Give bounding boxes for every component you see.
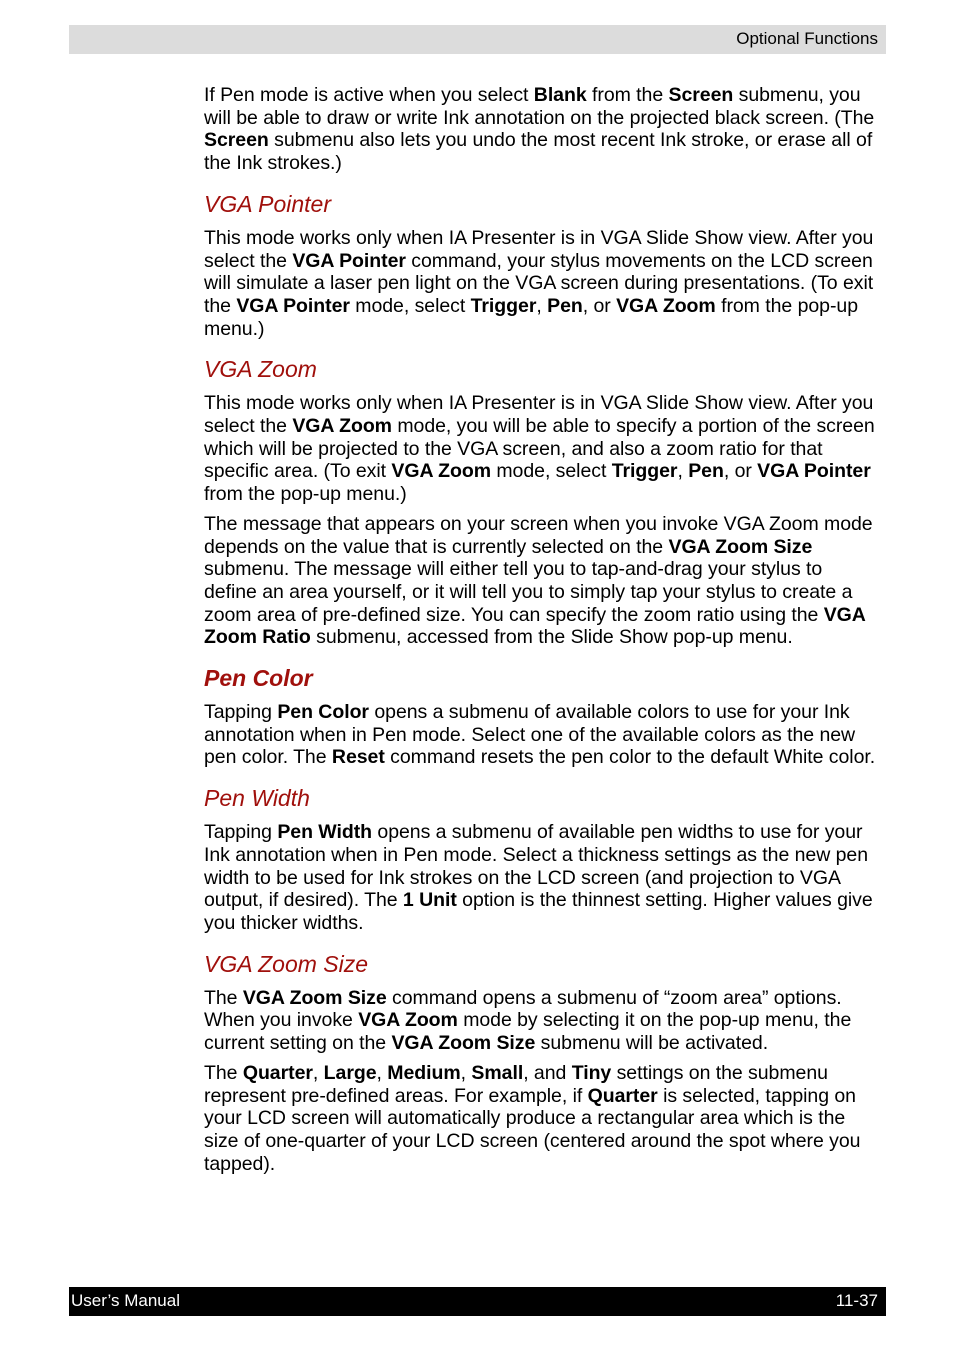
text-run: command, your stylus movements on the LCD screen will simulate a laser pen light on the VGA screen during presentations. (To exit the [204, 249, 874, 317]
text-run: submenu, you will be able to draw or write Ink annotation on the projected black screen. (The [204, 84, 875, 129]
header-title: Optional Functions [736, 29, 878, 48]
text-run: This mode works only when IA Presenter is in VGA Slide Show view. After you select the [204, 226, 874, 272]
text-run: submenu, accessed from the Slide Show pop-up menu. [310, 626, 793, 649]
text-run: , [312, 1061, 324, 1084]
text-run: mode, select [349, 294, 471, 317]
text-run: submenu will be activated. [535, 1032, 769, 1055]
vga-pointer-paragraph [204, 227, 880, 341]
text-run: Tapping [204, 701, 278, 724]
bold-term: Screen [204, 129, 269, 152]
heading-vga-pointer: VGA Pointer [204, 190, 331, 217]
text-run: The [204, 986, 243, 1009]
vga-zoom-paragraph-1 [204, 392, 880, 506]
pen-color-paragraph [204, 701, 880, 769]
text-run: command opens a submenu of “zoom area” options. When you invoke [204, 986, 842, 1032]
page-content [204, 84, 880, 1182]
bold-term: VGA Zoom Size [242, 986, 387, 1009]
text-run: , or [582, 294, 617, 317]
bold-term: Quarter [587, 1084, 658, 1107]
text-run: , [536, 294, 548, 317]
text-run: If Pen mode is active when you select [204, 84, 534, 106]
zoom-size-paragraph-2 [204, 1062, 880, 1176]
text-run: opens a submenu of available colors to use for your Ink annotation when in Pen mode. Select one of the available colors as the new pen color. The [204, 701, 856, 769]
heading-pen-color: Pen Color [204, 665, 313, 692]
bold-term: Small [471, 1061, 524, 1084]
text-run: is selected, tapping on your LCD screen will automatically produce a rectangular area which is the size of one-quarter of your LCD screen (centered around the spot where you tapped). [204, 1084, 861, 1175]
bold-term: Medium [387, 1061, 461, 1084]
bold-term: VGA Pointer [236, 294, 350, 317]
bold-term: Quarter [242, 1061, 313, 1084]
text-run: mode by selecting it on the pop-up menu, the current setting on the [204, 1009, 852, 1055]
bold-term: 1 Unit [402, 889, 457, 912]
text-run: , or [723, 460, 758, 483]
bold-term: Large [323, 1061, 377, 1084]
bold-term: Pen [547, 294, 583, 317]
text-run: from the [586, 84, 669, 106]
text-run: from the pop-up menu.) [204, 483, 407, 506]
heading-pen-width: Pen Width [204, 785, 310, 812]
bold-term: Blank [533, 84, 587, 106]
heading-vga-zoom: VGA Zoom [204, 356, 317, 383]
text-run: opens a submenu of available pen widths to use for your Ink annotation when in Pen mode. Select a thickness settings as the new pen width to be used for Ink strokes on the LCD screen (and projection to VGA output, if desired). The [204, 821, 869, 912]
bold-term: Trigger [611, 460, 678, 483]
page-header [69, 25, 886, 54]
bold-term: VGA Pointer [757, 460, 871, 483]
footer-manual-label: User’s Manual [71, 1291, 180, 1310]
bold-term: VGA Zoom Size [668, 535, 813, 558]
zoom-size-paragraph-1 [204, 987, 880, 1055]
text-run: The message that appears on your screen when you invoke VGA Zoom mode depends on the value that is currently selected on the [204, 512, 873, 558]
bold-term: Pen [688, 460, 724, 483]
footer-page-number: 11-37 [835, 1291, 878, 1310]
pen-width-paragraph [204, 821, 880, 935]
text-run: command resets the pen color to the default White color. [384, 746, 876, 769]
intro-paragraph [204, 84, 880, 175]
text-run: submenu also lets you undo the most recent Ink stroke, or erase all of the Ink strokes.) [204, 129, 873, 175]
text-run: mode, select [491, 460, 612, 483]
bold-term: Trigger [470, 294, 537, 317]
bold-term: Tiny [571, 1061, 612, 1084]
text-run: Tapping [204, 821, 278, 844]
bold-term: VGA Zoom Size [391, 1032, 536, 1055]
bold-term: VGA Zoom [358, 1009, 458, 1032]
text-run: , [677, 460, 689, 483]
bold-term: Pen Color [277, 701, 369, 724]
text-run: , [376, 1061, 388, 1084]
bold-term: Screen [668, 84, 734, 106]
bold-term: VGA Zoom [616, 294, 716, 317]
bold-term: VGA Zoom [391, 460, 491, 483]
text-run: from the pop-up menu.) [204, 294, 858, 340]
text-run: mode, you will be able to specify a portion of the screen which will be projected to the VGA screen, and also a zoom ratio for that specific area. (To exit [204, 415, 875, 483]
bold-term: Pen Width [277, 821, 373, 844]
text-run: This mode works only when IA Presenter is in VGA Slide Show view. After you select the [204, 392, 874, 438]
vga-zoom-paragraph-2 [204, 513, 880, 649]
bold-term: VGA Zoom Ratio [204, 603, 866, 649]
bold-term: VGA Zoom [292, 415, 392, 438]
page-footer [69, 1287, 886, 1316]
text-run: option is the thinnest setting. Higher values give you thicker widths. [204, 889, 873, 934]
text-run: , and [523, 1061, 572, 1084]
text-run: submenu. The message will either tell you to tap-and-drag your stylus to define an area yourself, or it will tell you to simply tap your stylus to create a zoom area of pre-defined size. You can specify the zoom ratio using the [204, 558, 853, 626]
text-run: , [460, 1061, 472, 1084]
bold-term: Reset [331, 746, 385, 769]
heading-vga-zoom-size: VGA Zoom Size [204, 950, 369, 977]
text-run: The [204, 1061, 243, 1084]
text-run: settings on the submenu represent pre-defined areas. For example, if [204, 1061, 828, 1107]
bold-term: VGA Pointer [292, 249, 406, 272]
